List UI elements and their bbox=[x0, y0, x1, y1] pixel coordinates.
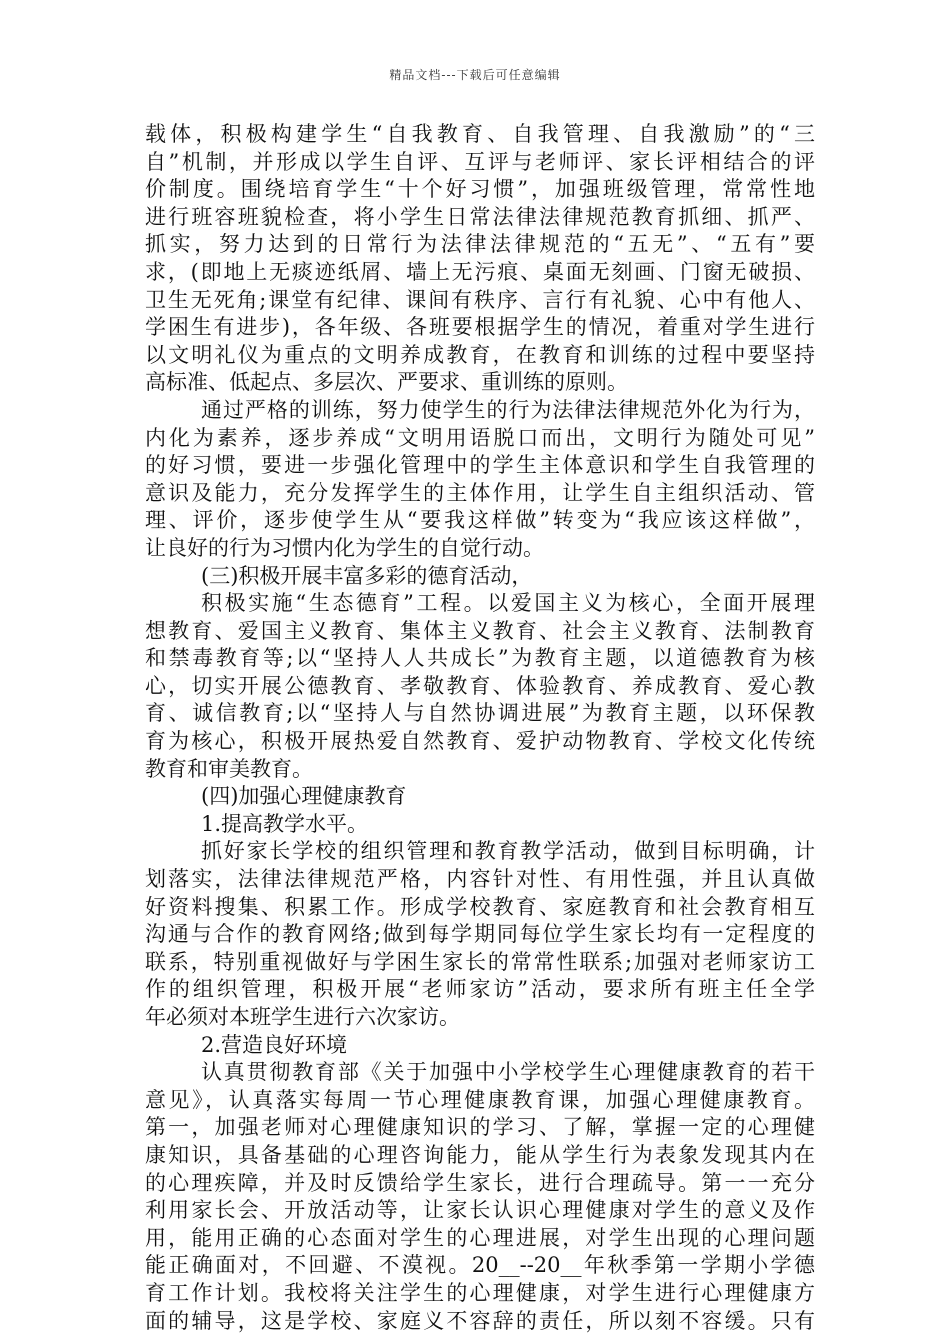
text-line: 沟通与合作的教育网络;做到每学期同每位学生家长均有一定程度的 bbox=[145, 922, 815, 947]
text-line: 心，切实开展公德教育、孝敬教育、体验教育、养成教育、爱心教 bbox=[145, 673, 815, 698]
text-line: (四)加强心理健康教育 bbox=[201, 784, 407, 809]
text-line: 用，能用正确的心态面对学生的心理进展，对学生出现的心理问题 bbox=[145, 1225, 815, 1250]
text-line: 自”机制，并形成以学生自评、互评与老师评、家长评相结合的评 bbox=[145, 149, 815, 174]
text-line: 想教育、爱国主义教育、集体主义教育、社会主义教育、法制教育 bbox=[145, 618, 815, 643]
document-body bbox=[145, 121, 815, 1335]
text-line: 第一，加强老师对心理健康知识的学习、了解，掌握一定的心理健 bbox=[145, 1115, 815, 1140]
text-line: 联系，特别重视做好与学困生家长的常常性联系;加强对老师家访工 bbox=[145, 949, 815, 974]
text-line: 让良好的行为习惯内化为学生的自觉行动。 bbox=[145, 535, 544, 560]
text-line: 作的组织管理，积极开展“老师家访”活动，要求所有班主任全学 bbox=[145, 977, 815, 1002]
text-line: 价制度。围绕培育学生“十个好习惯”，加强班级管理，常常性地 bbox=[145, 177, 815, 202]
text-line: 认真贯彻教育部《关于加强中小学校学生心理健康教育的若干 bbox=[201, 1060, 815, 1085]
text-line: 育、诚信教育;以“坚持人与自然协调进展”为教育主题，以环保教 bbox=[145, 701, 815, 726]
text-line: 高标准、低起点、多层次、严要求、重训练的原则。 bbox=[145, 370, 628, 395]
text-line: 进行班容班貌检查，将小学生日常法律法律规范教育抓细、抓严、 bbox=[145, 204, 815, 229]
text-line: 划落实，法律法律规范严格，内容针对性、有用性强，并且认真做 bbox=[145, 867, 815, 892]
text-line: 康知识，具备基础的心理咨询能力，能从学生行为表象发现其内在 bbox=[145, 1142, 815, 1167]
text-line: 通过严格的训练，努力使学生的行为法律法律规范外化为行为， bbox=[201, 397, 815, 422]
text-line: 2.营造良好环境 bbox=[201, 1032, 348, 1057]
text-line: 能正确面对，不回避、不漠视。20__--20__年秋季第一学期小学德 bbox=[145, 1253, 815, 1278]
text-line: 抓实，努力达到的日常行为法律法律规范的“五无”、“五有”要 bbox=[145, 232, 815, 257]
text-line: 意见》，认真落实每周一节心理健康教育课，加强心理健康教育。 bbox=[145, 1087, 815, 1112]
text-line: 1.提高教学水平。 bbox=[201, 811, 369, 836]
text-line: 积极实施“生态德育”工程。以爱国主义为核心，全面开展理 bbox=[201, 591, 815, 616]
text-line: 抓好家长学校的组织管理和教育教学活动，做到目标明确，计 bbox=[201, 839, 815, 864]
text-line: 以文明礼仪为重点的文明养成教育，在教育和训练的过程中要坚持 bbox=[145, 342, 815, 367]
text-line: 卫生无死角;课堂有纪律、课间有秩序、言行有礼貌、心中有他人、 bbox=[145, 287, 815, 312]
text-line: 理、评价，逐步使学生从“要我这样做”转变为“我应该这样做”， bbox=[145, 508, 815, 533]
text-line: 好资料搜集、积累工作。形成学校教育、家庭教育和社会教育相互 bbox=[145, 894, 815, 919]
text-line: 内化为素养，逐步养成“文明用语脱口而出，文明行为随处可见” bbox=[145, 425, 815, 450]
text-line: 载体，积极构建学生“自我教育、自我管理、自我激励”的“三 bbox=[145, 122, 815, 146]
text-line: 求，(即地上无痰迹纸屑、墙上无污痕、桌面无刻画、门窗无破损、 bbox=[145, 259, 815, 284]
text-line: (三)积极开展丰富多彩的德育活动， bbox=[201, 563, 533, 588]
text-line: 年必须对本班学生进行六次家访。 bbox=[145, 1005, 460, 1029]
text-line: 育为核心，积极开展热爱自然教育、爱护动物教育、学校文化传统 bbox=[145, 729, 815, 754]
text-line: 育工作计划。我校将关注学生的心理健康，对学生进行心理健康方 bbox=[145, 1280, 815, 1305]
text-line: 的心理疾障，并及时反馈给学生家长，进行合理疏导。第一一充分 bbox=[145, 1170, 815, 1195]
text-line: 的好习惯，要进一步强化管理中的学生主体意识和学生自我管理的 bbox=[145, 453, 815, 478]
text-line: 面的辅导，这是学校、家庭义不容辞的责任，所以刻不容缓。只有 bbox=[145, 1308, 815, 1333]
text-line: 意识及能力，充分发挥学生的主体作用，让学生自主组织活动、管 bbox=[145, 480, 815, 505]
text-line: 学困生有进步)，各年级、各班要根据学生的情况，着重对学生进行 bbox=[145, 315, 815, 340]
text-line: 和禁毒教育等;以“坚持人人共成长”为教育主题，以道德教育为核 bbox=[145, 646, 815, 671]
page-header: 精品文档---下载后可任意编辑 bbox=[389, 68, 561, 82]
text-line: 教育和审美教育。 bbox=[145, 756, 313, 781]
text-line: 利用家长会、开放活动等，让家长认识心理健康对学生的意义及作 bbox=[145, 1198, 815, 1223]
